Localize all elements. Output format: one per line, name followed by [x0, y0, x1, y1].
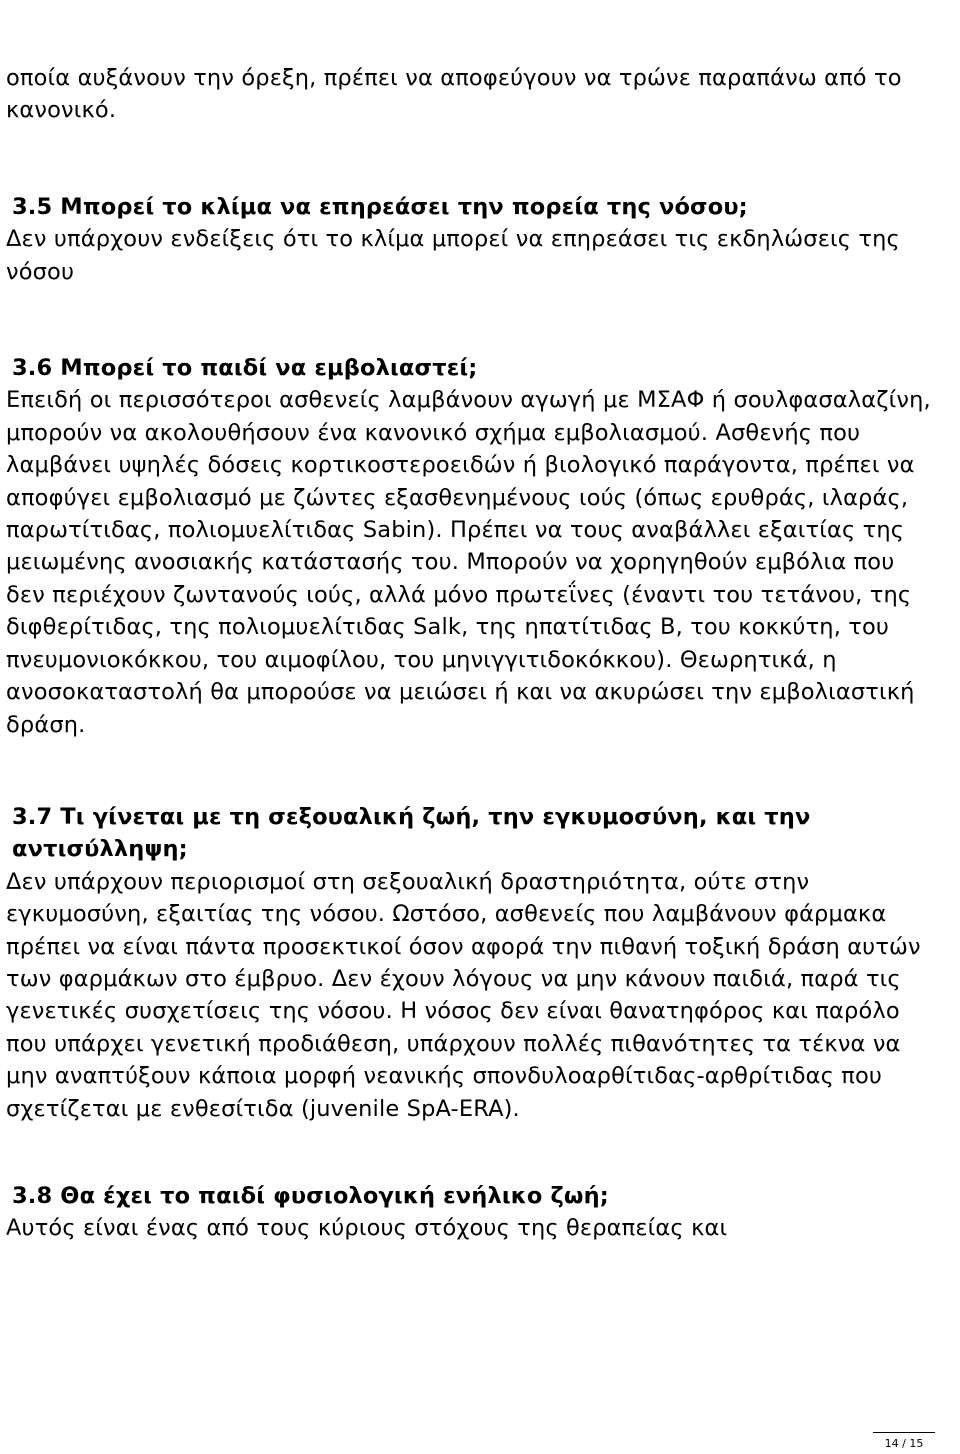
spacer	[6, 288, 936, 352]
section-body: Αυτός είναι ένας από τους κύριους στόχους της θεραπείας και	[6, 1215, 728, 1242]
spacer	[6, 1125, 936, 1180]
spacer	[6, 127, 936, 191]
section-heading: 3.5 Μπορεί το κλίμα να επηρεάσει την πορεία της νόσου;	[12, 193, 748, 220]
section-body: Δεν υπάρχουν ενδείξεις ότι το κλίμα μπορεί να επηρεάσει τις εκδηλώσεις της νόσου	[6, 226, 900, 285]
section-climate	[6, 191, 936, 288]
section-body: Δεν υπάρχουν περιορισμοί στη σεξουαλική δραστηριότητα, ούτε στην εγκυμοσύνη, εξαιτίας της νόσου. Ωστόσο, ασθενείς που λαμβάνουν φάρμακα πρέπει να είναι πάντα προσεκτικοί όσον αφορά την πιθανή τοξική δράση αυτών των φαρμάκων στο έμβρυο. Δεν έχουν λόγους να μην κάνουν παιδιά, παρά τις γενετικές συσχετίσεις της νόσου. Η νόσος δεν είναι θανατηφόρος και παρόλο που υπάρχει γενετική προδιάθεση, υπάρχουν πολλές πιθανότητες τα τέκνα να μην αναπτύξουν κάποια μορφή νεανικής σπονδυλοαρθίτιδας-αρθρίτιδας που σχετίζεται με ενθεσίτιδα (juvenile SpA-ERA).	[6, 868, 921, 1122]
intro-paragraph: οποία αυξάνουν την όρεξη, πρέπει να αποφεύγουν να τρώνε παραπάνω από το κανονικό.	[6, 65, 902, 124]
page-number: 14 / 15	[884, 1437, 924, 1450]
section-heading: 3.7 Τι γίνεται με τη σεξουαλική ζωή, την εγκυμοσύνη, και την αντισύλληψη;	[12, 803, 811, 863]
footer-divider	[873, 1432, 935, 1433]
section-body: Επειδή οι περισσότεροι ασθενείς λαμβάνουν αγωγή με ΜΣΑΦ ή σουλφασαλαζίνη, μπορούν να ακολουθήσουν ένα κανονικό σχήμα εμβολιασμού. Ασθενής που λαμβάνει υψηλές δόσεις κορτικοστεροειδών ή βιολογικό παράγοντα, πρέπει να αποφύγει εμβολιασμό με ζώντες εξασθενημένους ιούς (όπως ερυθράς, ιλαράς, παρωτίτιδας, πολιομυελίτιδας Sabin). Πρέπει να τους αναβάλλει εξαιτίας της μειωμένης ανοσιακής κατάστασής του. Μπορούν να χορηγηθούν εμβόλια που δεν περιέχουν ζωντανούς ιούς, αλλά μόνο πρωτεΐνες (έναντι του τετάνου, της διφθερίτιδας, της πολιομυελίτιδας Salk, της ηπατίτιδας Β, του κοκκύτη, του πνευμονιοκόκκου, του αιμοφίλου, του μηνιγγιτιδοκόκκου). Θεωρητικά, η ανοσοκαταστολή θα μπορούσε να μειώσει ή και να ακυρώσει την εμβολιαστική δράση.	[6, 387, 931, 738]
section-sexual-life	[6, 801, 936, 1125]
section-heading: 3.6 Μπορεί το παιδί να εμβολιαστεί;	[12, 355, 478, 382]
document-page	[6, 62, 936, 1245]
spacer	[6, 741, 936, 801]
section-heading: 3.8 Θα έχει το παιδί φυσιολογική ενήλικο ζωή;	[12, 1182, 609, 1209]
section-vaccination	[6, 352, 936, 741]
section-adult-life	[6, 1180, 936, 1245]
